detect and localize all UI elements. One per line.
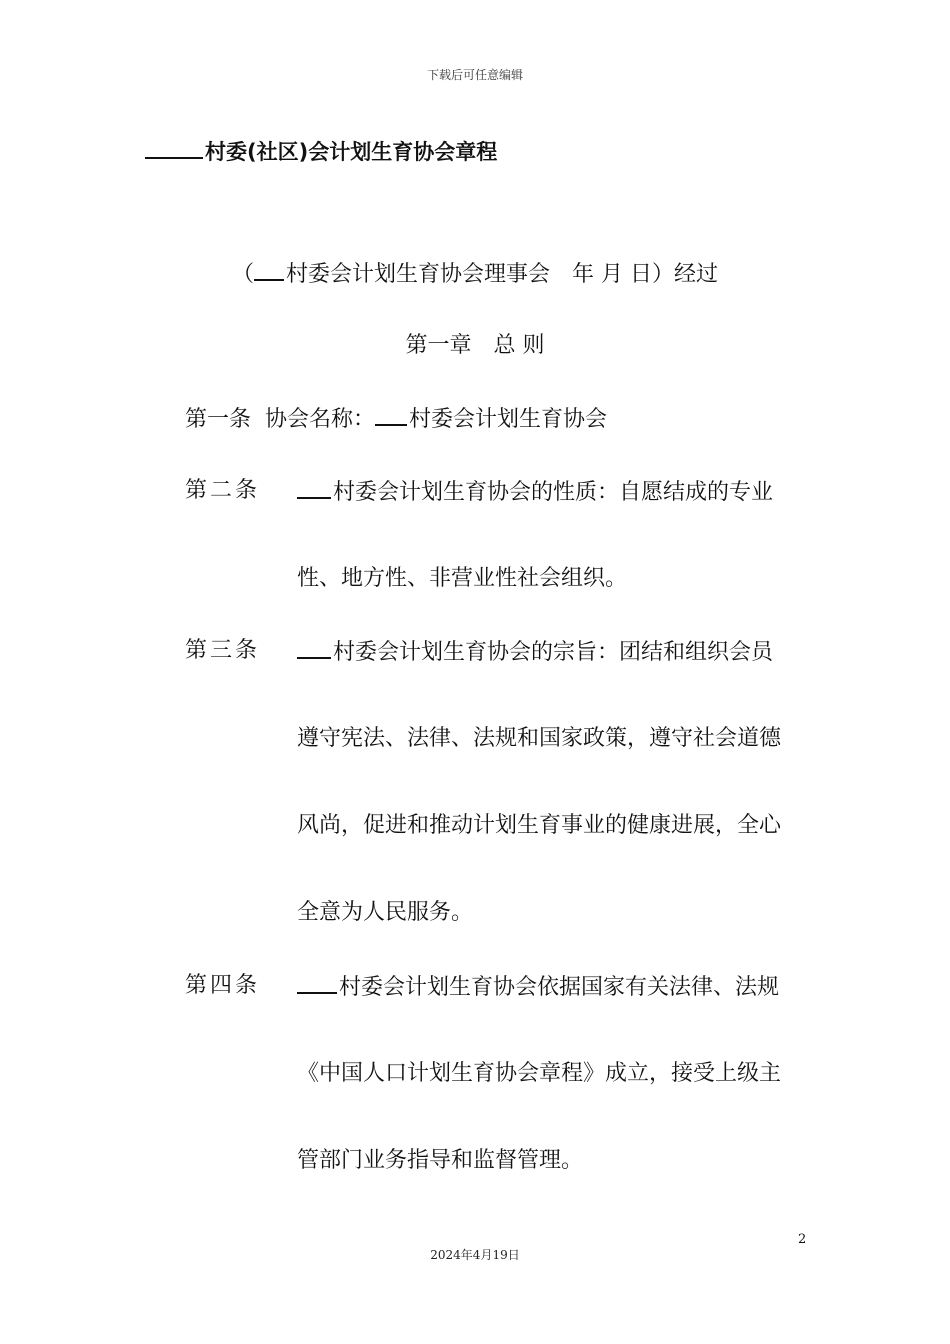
article-1: [185, 402, 607, 436]
document-title: [145, 136, 497, 168]
article-text: 村委会计划生育协会: [409, 407, 608, 432]
title-text: 村委(社区)会计划生育协会章程: [205, 140, 498, 164]
adoption-note-text: 村委会计划生育协会理事会 年 月 日）经过: [286, 262, 718, 287]
article-label: 第一条: [185, 407, 252, 432]
adoption-note: [0, 257, 950, 291]
article-label: 第二条: [185, 478, 261, 503]
fill-in-blank: [297, 970, 337, 994]
fill-in-blank: [297, 475, 331, 499]
chapter-heading: 第一章 总 则: [405, 333, 545, 358]
article-line: 风尚，促进和推动计划生育事业的健康进展，全心: [297, 813, 782, 838]
article-line: [297, 475, 773, 509]
article-line: [297, 970, 779, 1004]
adoption-note-open: （: [231, 262, 254, 287]
article-line: [297, 635, 773, 669]
fill-in-blank: [254, 257, 284, 281]
article-text: 协会名称：: [265, 407, 376, 432]
article-line: 管部门业务指导和监督管理。: [297, 1148, 584, 1173]
article-text: 村委会计划生育协会的性质：自愿结成的专业: [333, 480, 774, 505]
fill-in-blank: [145, 136, 203, 159]
article-text: 村委会计划生育协会的宗旨：团结和组织会员: [333, 640, 774, 665]
article-line: 全意为人民服务。: [297, 900, 474, 925]
article-label: 第三条: [185, 638, 261, 663]
fill-in-blank: [375, 402, 407, 426]
article-label: 第四条: [185, 973, 261, 998]
article-line: 性、地方性、非营业性社会组织。: [297, 566, 628, 591]
page-header: 下载后可任意编辑: [426, 68, 523, 82]
article-text: 村委会计划生育协会依据国家有关法律、法规: [339, 975, 780, 1000]
page-number: 2: [798, 1232, 807, 1247]
article-line: 《中国人口计划生育协会章程》成立，接受上级主: [297, 1061, 782, 1086]
article-line: 遵守宪法、法律、法规和国家政策，遵守社会道德: [297, 726, 782, 751]
fill-in-blank: [297, 635, 331, 659]
footer-date: 2024年4月19日: [430, 1248, 520, 1262]
